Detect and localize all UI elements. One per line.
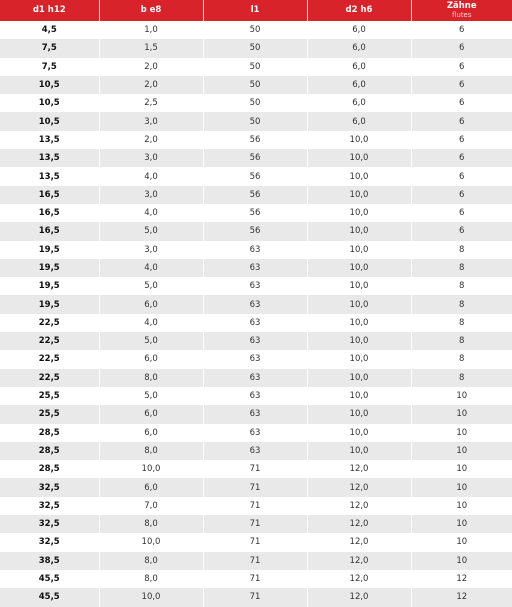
cell-d1: 45,5 xyxy=(0,588,99,606)
cell-teeth: 6 xyxy=(411,112,512,130)
cell-d1: 19,5 xyxy=(0,277,99,295)
cell-l1: 71 xyxy=(203,478,307,496)
table-row xyxy=(0,295,512,313)
cell-d2: 10,0 xyxy=(307,241,411,259)
cell-b: 3,0 xyxy=(99,186,203,204)
header-teeth-label: Zähne xyxy=(447,1,477,11)
cell-l1: 50 xyxy=(203,112,307,130)
cell-l1: 63 xyxy=(203,405,307,423)
table-row xyxy=(0,314,512,332)
cell-b: 5,0 xyxy=(99,222,203,240)
header-l1 xyxy=(203,0,307,21)
cell-d1: 22,5 xyxy=(0,369,99,387)
table-row xyxy=(0,387,512,405)
cell-d2: 10,0 xyxy=(307,131,411,149)
cell-teeth: 6 xyxy=(411,21,512,39)
cell-l1: 63 xyxy=(203,314,307,332)
cell-b: 4,0 xyxy=(99,167,203,185)
cell-b: 6,0 xyxy=(99,478,203,496)
cell-b: 1,0 xyxy=(99,21,203,39)
cell-d2: 12,0 xyxy=(307,515,411,533)
cell-l1: 71 xyxy=(203,533,307,551)
cell-teeth: 6 xyxy=(411,39,512,57)
cell-d2: 12,0 xyxy=(307,478,411,496)
cell-l1: 71 xyxy=(203,460,307,478)
header-teeth xyxy=(411,0,512,21)
cell-teeth: 6 xyxy=(411,222,512,240)
cell-d2: 10,0 xyxy=(307,222,411,240)
cell-d2: 6,0 xyxy=(307,58,411,76)
cell-d1: 32,5 xyxy=(0,478,99,496)
table-row xyxy=(0,478,512,496)
cell-b: 3,0 xyxy=(99,241,203,259)
cell-d2: 10,0 xyxy=(307,259,411,277)
cell-l1: 56 xyxy=(203,149,307,167)
table-row xyxy=(0,112,512,130)
header-b xyxy=(99,0,203,21)
cell-d1: 22,5 xyxy=(0,350,99,368)
table-row xyxy=(0,552,512,570)
cell-l1: 56 xyxy=(203,131,307,149)
cell-b: 1,5 xyxy=(99,39,203,57)
cell-teeth: 10 xyxy=(411,460,512,478)
cell-d2: 6,0 xyxy=(307,112,411,130)
cell-d1: 28,5 xyxy=(0,442,99,460)
header-teeth-sublabel: flutes xyxy=(412,11,512,19)
cell-l1: 63 xyxy=(203,241,307,259)
cell-d1: 16,5 xyxy=(0,204,99,222)
cell-teeth: 8 xyxy=(411,314,512,332)
cell-teeth: 6 xyxy=(411,58,512,76)
cell-teeth: 6 xyxy=(411,76,512,94)
cell-b: 6,0 xyxy=(99,424,203,442)
cell-teeth: 6 xyxy=(411,94,512,112)
cell-b: 8,0 xyxy=(99,570,203,588)
cell-d1: 16,5 xyxy=(0,222,99,240)
cell-b: 7,0 xyxy=(99,497,203,515)
table-row xyxy=(0,497,512,515)
cell-teeth: 8 xyxy=(411,369,512,387)
cell-d1: 19,5 xyxy=(0,241,99,259)
cell-d1: 28,5 xyxy=(0,460,99,478)
cell-b: 4,0 xyxy=(99,314,203,332)
cell-d1: 7,5 xyxy=(0,58,99,76)
cell-l1: 63 xyxy=(203,442,307,460)
table-body xyxy=(0,21,512,607)
cell-d1: 19,5 xyxy=(0,295,99,313)
cell-teeth: 6 xyxy=(411,204,512,222)
cell-teeth: 6 xyxy=(411,149,512,167)
cell-d2: 10,0 xyxy=(307,295,411,313)
table-row xyxy=(0,131,512,149)
cell-l1: 50 xyxy=(203,58,307,76)
cell-d1: 25,5 xyxy=(0,405,99,423)
cell-teeth: 10 xyxy=(411,405,512,423)
cell-teeth: 6 xyxy=(411,167,512,185)
cell-d2: 10,0 xyxy=(307,350,411,368)
cell-b: 10,0 xyxy=(99,588,203,606)
cell-d1: 13,5 xyxy=(0,149,99,167)
cell-d1: 22,5 xyxy=(0,314,99,332)
cell-d2: 10,0 xyxy=(307,369,411,387)
cell-teeth: 8 xyxy=(411,259,512,277)
cell-l1: 56 xyxy=(203,222,307,240)
cell-l1: 63 xyxy=(203,387,307,405)
cell-d2: 10,0 xyxy=(307,149,411,167)
cell-d1: 32,5 xyxy=(0,497,99,515)
cell-d1: 22,5 xyxy=(0,332,99,350)
cell-b: 4,0 xyxy=(99,204,203,222)
table-row xyxy=(0,204,512,222)
header-d1 xyxy=(0,0,99,21)
cell-d2: 10,0 xyxy=(307,204,411,222)
header-l1-label: l1 xyxy=(251,5,260,15)
cell-d2: 10,0 xyxy=(307,314,411,332)
table-row xyxy=(0,94,512,112)
cell-l1: 50 xyxy=(203,94,307,112)
cell-teeth: 6 xyxy=(411,131,512,149)
cell-d2: 10,0 xyxy=(307,186,411,204)
cell-d1: 32,5 xyxy=(0,515,99,533)
cell-l1: 71 xyxy=(203,570,307,588)
cell-b: 2,0 xyxy=(99,58,203,76)
cell-teeth: 10 xyxy=(411,442,512,460)
cell-d1: 13,5 xyxy=(0,131,99,149)
table-row xyxy=(0,58,512,76)
cell-b: 8,0 xyxy=(99,552,203,570)
cell-teeth: 12 xyxy=(411,588,512,606)
cell-b: 2,0 xyxy=(99,131,203,149)
cell-d2: 12,0 xyxy=(307,588,411,606)
cell-l1: 63 xyxy=(203,332,307,350)
cell-b: 5,0 xyxy=(99,387,203,405)
cell-d2: 10,0 xyxy=(307,167,411,185)
cell-d2: 10,0 xyxy=(307,405,411,423)
cell-l1: 56 xyxy=(203,167,307,185)
cell-b: 4,0 xyxy=(99,259,203,277)
table-row xyxy=(0,350,512,368)
cell-d2: 10,0 xyxy=(307,332,411,350)
cell-b: 8,0 xyxy=(99,515,203,533)
cell-d2: 12,0 xyxy=(307,552,411,570)
table-row xyxy=(0,442,512,460)
table-row xyxy=(0,588,512,606)
cell-l1: 50 xyxy=(203,21,307,39)
table-row xyxy=(0,186,512,204)
cell-b: 3,0 xyxy=(99,112,203,130)
cell-l1: 56 xyxy=(203,186,307,204)
cell-l1: 63 xyxy=(203,277,307,295)
cell-l1: 71 xyxy=(203,497,307,515)
cell-d1: 7,5 xyxy=(0,39,99,57)
table-row xyxy=(0,424,512,442)
cell-b: 10,0 xyxy=(99,460,203,478)
cell-teeth: 12 xyxy=(411,570,512,588)
table-row xyxy=(0,76,512,94)
cell-d2: 6,0 xyxy=(307,21,411,39)
cell-b: 6,0 xyxy=(99,350,203,368)
table-row xyxy=(0,167,512,185)
cell-teeth: 10 xyxy=(411,515,512,533)
header-d2-label: d2 h6 xyxy=(346,5,373,15)
cell-teeth: 8 xyxy=(411,350,512,368)
cell-l1: 50 xyxy=(203,39,307,57)
cell-d2: 12,0 xyxy=(307,570,411,588)
cell-b: 10,0 xyxy=(99,533,203,551)
cell-teeth: 10 xyxy=(411,387,512,405)
cell-b: 8,0 xyxy=(99,442,203,460)
cell-l1: 63 xyxy=(203,369,307,387)
table-row xyxy=(0,369,512,387)
cell-d1: 25,5 xyxy=(0,387,99,405)
cell-b: 5,0 xyxy=(99,332,203,350)
cell-l1: 63 xyxy=(203,259,307,277)
table-row xyxy=(0,332,512,350)
cell-d2: 12,0 xyxy=(307,460,411,478)
cell-teeth: 6 xyxy=(411,186,512,204)
cell-teeth: 10 xyxy=(411,497,512,515)
cell-b: 2,0 xyxy=(99,76,203,94)
cell-d1: 19,5 xyxy=(0,259,99,277)
table-header xyxy=(0,0,512,21)
header-b-label: b e8 xyxy=(141,5,162,15)
cell-d2: 10,0 xyxy=(307,277,411,295)
cell-d2: 6,0 xyxy=(307,39,411,57)
cell-teeth: 8 xyxy=(411,241,512,259)
header-d2 xyxy=(307,0,411,21)
table-row xyxy=(0,460,512,478)
cell-teeth: 8 xyxy=(411,332,512,350)
cell-b: 6,0 xyxy=(99,295,203,313)
table-row xyxy=(0,515,512,533)
cell-l1: 56 xyxy=(203,204,307,222)
table-row xyxy=(0,533,512,551)
header-row xyxy=(0,0,512,21)
cell-l1: 63 xyxy=(203,295,307,313)
cell-d2: 6,0 xyxy=(307,94,411,112)
table-row xyxy=(0,39,512,57)
cell-d1: 38,5 xyxy=(0,552,99,570)
table-row xyxy=(0,21,512,39)
table-row xyxy=(0,222,512,240)
cell-d2: 10,0 xyxy=(307,387,411,405)
cell-l1: 50 xyxy=(203,76,307,94)
cell-d1: 16,5 xyxy=(0,186,99,204)
cell-d2: 12,0 xyxy=(307,497,411,515)
table-row xyxy=(0,405,512,423)
cell-d1: 28,5 xyxy=(0,424,99,442)
cell-d1: 13,5 xyxy=(0,167,99,185)
cell-b: 8,0 xyxy=(99,369,203,387)
table-row xyxy=(0,241,512,259)
cell-b: 6,0 xyxy=(99,405,203,423)
cell-d1: 10,5 xyxy=(0,112,99,130)
cell-d1: 32,5 xyxy=(0,533,99,551)
cell-d1: 45,5 xyxy=(0,570,99,588)
cell-l1: 63 xyxy=(203,424,307,442)
cell-d1: 10,5 xyxy=(0,94,99,112)
header-d1-label: d1 h12 xyxy=(33,5,66,15)
table-row xyxy=(0,570,512,588)
cell-teeth: 10 xyxy=(411,552,512,570)
cell-d2: 6,0 xyxy=(307,76,411,94)
cell-d2: 10,0 xyxy=(307,442,411,460)
table-row xyxy=(0,149,512,167)
cell-teeth: 10 xyxy=(411,424,512,442)
cell-b: 5,0 xyxy=(99,277,203,295)
table-row xyxy=(0,259,512,277)
cell-l1: 71 xyxy=(203,552,307,570)
cell-l1: 63 xyxy=(203,350,307,368)
cell-teeth: 10 xyxy=(411,478,512,496)
cell-l1: 71 xyxy=(203,588,307,606)
cell-d1: 4,5 xyxy=(0,21,99,39)
cell-d2: 10,0 xyxy=(307,424,411,442)
cell-b: 3,0 xyxy=(99,149,203,167)
cell-teeth: 8 xyxy=(411,277,512,295)
cell-teeth: 10 xyxy=(411,533,512,551)
cell-d1: 10,5 xyxy=(0,76,99,94)
cell-b: 2,5 xyxy=(99,94,203,112)
cell-l1: 71 xyxy=(203,515,307,533)
cell-teeth: 8 xyxy=(411,295,512,313)
table-row xyxy=(0,277,512,295)
cell-d2: 12,0 xyxy=(307,533,411,551)
